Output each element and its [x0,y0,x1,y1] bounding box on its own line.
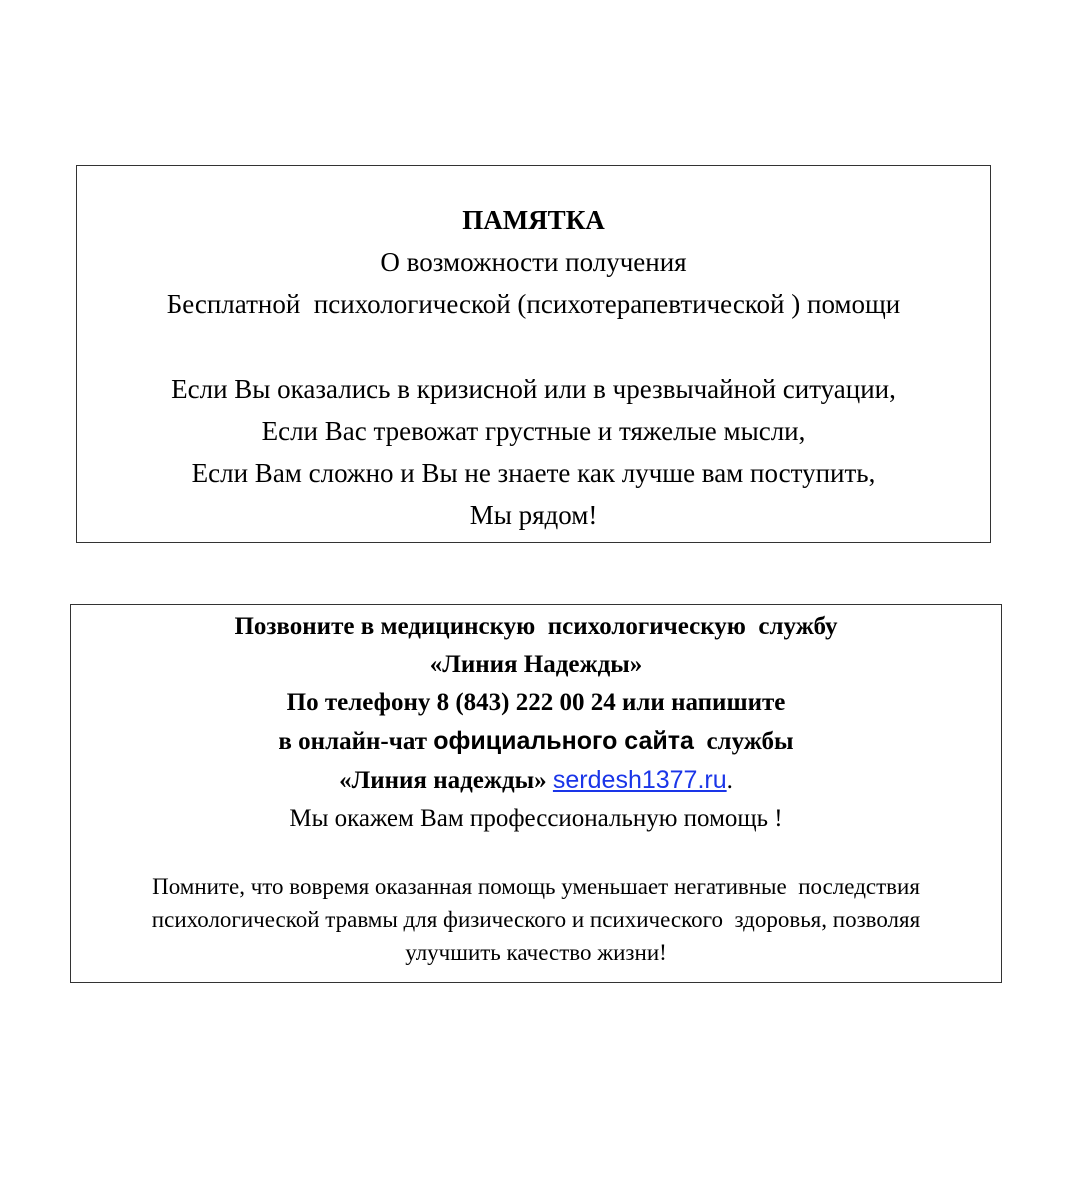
contact-help-promise: Мы окажем Вам профессиональную помощь ! [289,805,783,832]
memo-title: ПАМЯТКА [462,205,605,235]
contact-service-name: «Линия Надежды» [429,651,643,678]
contact-website-prefix: «Линия надежды» [339,767,553,794]
memo-subtitle-line1: О возможности получения [380,247,687,277]
contact-website-period: . [726,767,733,794]
memo-body-closing: Мы рядом! [469,500,598,530]
spacer [77,325,990,368]
contact-note-line: психологической травмы для физического и психического здоровья, позволяя [151,907,921,932]
contact-note-line: улучшить качество жизни! [405,940,667,965]
memo-box [76,165,991,543]
contact-chat-line [71,722,1001,761]
memo-subtitle-line2: Бесплатной психологической (психотерапевтической ) помощи [166,289,901,319]
contact-phone-line: По телефону 8 (843) 222 00 24 или напишите [286,689,786,716]
contact-call-line: Позвоните в медицинскую психологическую службу [234,613,838,640]
contact-note-line: Помните, что вовремя оказанная помощь уменьшает негативные последствия [152,874,920,899]
contact-official-site-text: официального сайта [433,727,694,755]
contact-website-line [71,761,1001,800]
contact-chat-prefix: в онлайн-чат [278,728,434,755]
spacer [71,838,1001,870]
contact-chat-suffix: службы [693,728,794,755]
website-link[interactable]: serdesh1377.ru [552,766,727,794]
memo-body-line: Если Вас тревожат грустные и тяжелые мысли, [261,416,806,446]
memo-body-line: Если Вы оказались в кризисной или в чрезвычайной ситуации, [171,374,896,404]
contact-box [70,604,1002,983]
memo-body-line: Если Вам сложно и Вы не знаете как лучше вам поступить, [191,458,876,488]
